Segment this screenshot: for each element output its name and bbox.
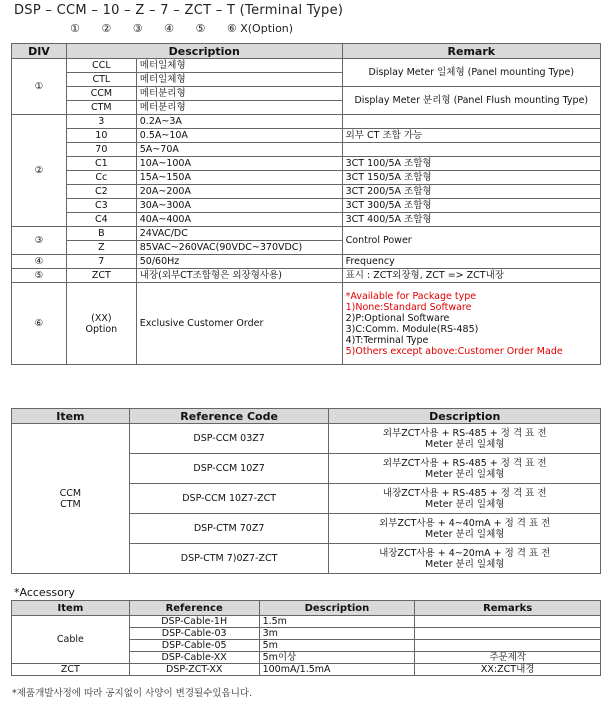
cable-ref: DSP-Cable-XX (129, 652, 259, 664)
div-4: ④ (12, 255, 67, 269)
table-row-remark: 3CT 200/5A 조합형 (342, 185, 600, 199)
cable-ref: DSP-Cable-05 (129, 640, 259, 652)
spec-table (11, 43, 601, 365)
table-row-code: C1 (66, 157, 136, 171)
table-row-desc: 15A~150A (136, 171, 342, 185)
div-6: ⑥ (12, 283, 67, 365)
marker-4: ④ (164, 22, 174, 35)
reference-code: DSP-CTM 7)0Z7-ZCT (129, 544, 329, 574)
reference-desc: 외부ZCT사용 + RS-485 + 정 격 표 전 Meter 분리 일체형 (329, 454, 601, 484)
header-remark: Remark (342, 44, 600, 59)
cable-remark (415, 628, 601, 640)
reference-code: DSP-CTM 70Z7 (129, 514, 329, 544)
desc-ccm: 메터분리형 (136, 87, 342, 101)
option-line: 3)C:Comm. Module(RS-485) (345, 323, 479, 335)
cable-desc: 3m (259, 628, 415, 640)
cable-remark: 주문제작 (415, 652, 601, 664)
div-1: ① (12, 59, 67, 115)
reference-desc: 내장ZCT사용 + RS-485 + 정 격 표 전 Meter 분리 일체형 (329, 484, 601, 514)
marker-6: ⑥ X(Option) (226, 22, 294, 35)
table-row-desc: 30A~300A (136, 199, 342, 213)
table-row-desc: 20A~200A (136, 185, 342, 199)
header-remarks: Remarks (415, 601, 601, 616)
marker-1: ① (70, 22, 80, 35)
table-row-desc: 10A~100A (136, 157, 342, 171)
desc-zct: 내장(외부CT조합형은 외장형사용) (136, 269, 342, 283)
accessory-title: *Accessory (14, 586, 75, 599)
remark-zct: 표시 : ZCT외장형, ZCT => ZCT내장 (342, 269, 600, 283)
code-ctl: CTL (66, 73, 136, 87)
table-row-remark (342, 143, 600, 157)
desc-ccl: 메터일체형 (136, 59, 342, 73)
div-3: ③ (12, 227, 67, 255)
zct-desc: 100mA/1.5mA (259, 664, 415, 676)
item-zct: ZCT (12, 664, 130, 676)
marker-2: ② (101, 22, 112, 35)
table-row-remark: 외부 CT 조합 가능 (342, 129, 600, 143)
remark-frequency: Frequency (342, 255, 600, 269)
model-code-line: DSP – CCM – 10 – Z – 7 – ZCT – T (Terminal Type) (14, 3, 344, 18)
header-reference-code: Reference Code (129, 409, 329, 424)
item-ccm-ctm: CCM CTM (12, 424, 130, 574)
zct-ref: DSP-ZCT-XX (129, 664, 259, 676)
table-row-desc: 0.2A~3A (136, 115, 342, 129)
header-description: Description (66, 44, 342, 59)
code-7: 7 (66, 255, 136, 269)
table-row-code: 3 (66, 115, 136, 129)
desc-frequency: 50/60Hz (136, 255, 342, 269)
div-2: ② (12, 115, 67, 227)
div-5: ⑤ (12, 269, 67, 283)
reference-desc: 외부ZCT사용 + RS-485 + 정 격 표 전 Meter 분리 일체형 (329, 424, 601, 454)
reference-code: DSP-CCM 10Z7-ZCT (129, 484, 329, 514)
remark-control-power: Control Power (342, 227, 600, 255)
cable-desc: 5m이상 (259, 652, 415, 664)
code-b: B (66, 227, 136, 241)
code-z: Z (66, 241, 136, 255)
code-ccl: CCL (66, 59, 136, 73)
code-option: (XX) Option (66, 283, 136, 365)
code-ccm: CCM (66, 87, 136, 101)
table-row-desc: 5A~70A (136, 143, 342, 157)
desc-ctm: 메터분리형 (136, 101, 342, 115)
header-item: Item (12, 409, 130, 424)
item-cable: Cable (12, 616, 130, 664)
table-row-code: C3 (66, 199, 136, 213)
model-code-markers (70, 22, 311, 35)
marker-5: ⑤ (195, 22, 206, 35)
reference-code: DSP-CCM 03Z7 (129, 424, 329, 454)
cable-ref: DSP-Cable-03 (129, 628, 259, 640)
header-reference: Reference (129, 601, 259, 616)
desc-b: 24VAC/DC (136, 227, 342, 241)
cable-remark (415, 616, 601, 628)
remark-option-list (342, 283, 600, 365)
reference-code: DSP-CCM 10Z7 (129, 454, 329, 484)
header-description: Description (329, 409, 601, 424)
table-row-code: Cc (66, 171, 136, 185)
reference-desc: 내장ZCT사용 + 4~20mA + 정 격 표 전 Meter 분리 일체형 (329, 544, 601, 574)
table-row-code: 70 (66, 143, 136, 157)
cable-desc: 1.5m (259, 616, 415, 628)
table-row-remark: 3CT 100/5A 조합형 (342, 157, 600, 171)
header-div: DIV (12, 44, 67, 59)
table-row-desc: 0.5A~10A (136, 129, 342, 143)
code-ctm: CTM (66, 101, 136, 115)
table-row-remark: 3CT 300/5A 조합형 (342, 199, 600, 213)
remark-integrated: Display Meter 일체형 (Panel mounting Type) (342, 59, 600, 87)
desc-option: Exclusive Customer Order (136, 283, 342, 365)
table-row-remark: 3CT 150/5A 조합형 (342, 171, 600, 185)
cable-remark (415, 640, 601, 652)
option-line: 2)P:Optional Software (345, 312, 450, 324)
table-row-code: 10 (66, 129, 136, 143)
option-line: 1)None:Standard Software (345, 301, 472, 313)
table-row-desc: 40A~400A (136, 213, 342, 227)
table-row-code: C2 (66, 185, 136, 199)
table-row-remark (342, 115, 600, 129)
option-line: 4)T:Terminal Type (345, 334, 429, 346)
reference-code-table (11, 408, 601, 574)
desc-ctl: 메터일체형 (136, 73, 342, 87)
reference-desc: 외부ZCT사용 + 4~40mA + 정 격 표 전 Meter 분리 일체형 (329, 514, 601, 544)
header-description: Description (259, 601, 415, 616)
zct-remark: XX:ZCT내경 (415, 664, 601, 676)
remark-separated: Display Meter 분리형 (Panel Flush mounting Type) (342, 87, 600, 115)
cable-ref: DSP-Cable-1H (129, 616, 259, 628)
code-zct: ZCT (66, 269, 136, 283)
option-line: 5)Others except above:Customer Order Made (345, 345, 563, 357)
desc-z: 85VAC~260VAC(90VDC~370VDC) (136, 241, 342, 255)
accessory-table (11, 600, 601, 676)
header-item: Item (12, 601, 130, 616)
option-line: *Available for Package type (345, 290, 477, 302)
table-row-code: C4 (66, 213, 136, 227)
footnote: *제품개발사정에 따라 공지없이 사양이 변경될수있읍니다. (12, 688, 253, 699)
marker-3: ③ (132, 22, 143, 35)
table-row-remark: 3CT 400/5A 조합형 (342, 213, 600, 227)
cable-desc: 5m (259, 640, 415, 652)
